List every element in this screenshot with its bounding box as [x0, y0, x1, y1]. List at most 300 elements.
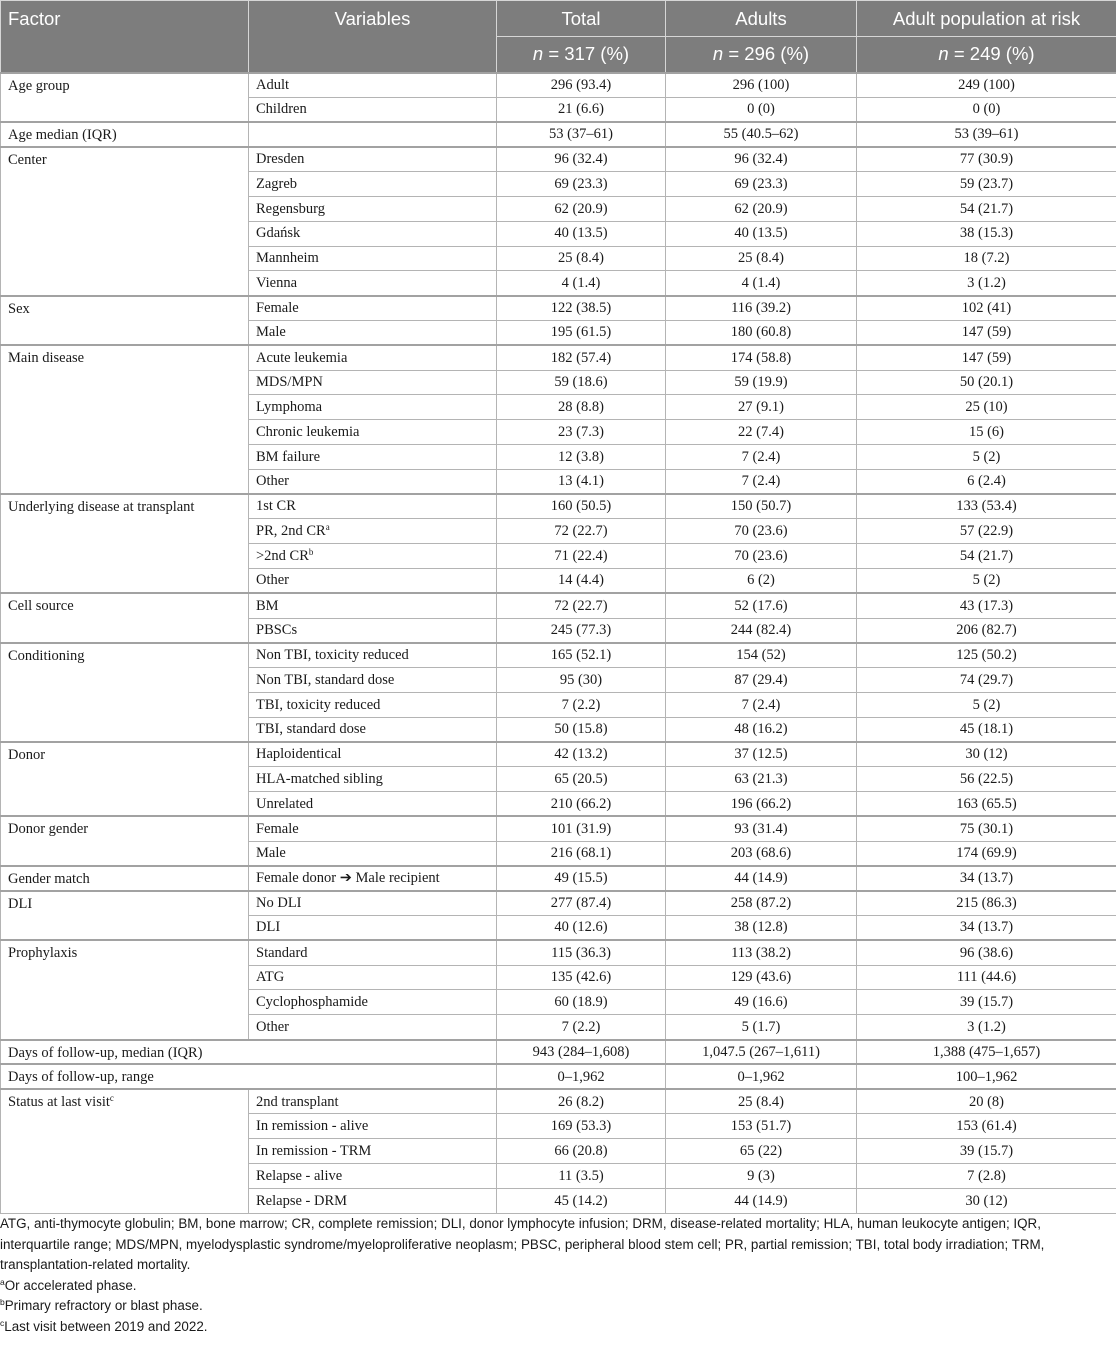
adults-cell: 5 (1.7) — [666, 1015, 857, 1040]
table-row — [1, 147, 1116, 172]
total-cell: 45 (14.2) — [497, 1188, 666, 1213]
adults-cell: 37 (12.5) — [666, 742, 857, 767]
adults-cell: 0 (0) — [666, 97, 857, 122]
adults-cell: 174 (58.8) — [666, 345, 857, 370]
variable-cell — [249, 345, 497, 370]
table-row — [1, 866, 1116, 891]
at-risk-cell: 249 (100) — [857, 73, 1116, 98]
factor-label: Age median (IQR) — [8, 127, 117, 144]
total-cell: 11 (3.5) — [497, 1164, 666, 1189]
at-risk-cell: 147 (59) — [857, 345, 1116, 370]
adults-cell: 7 (2.4) — [666, 444, 857, 469]
at-risk-cell: 53 (39–61) — [857, 122, 1116, 147]
adults-cell: 4 (1.4) — [666, 271, 857, 296]
total-cell: 943 (284–1,608) — [497, 1040, 666, 1065]
at-risk-cell: 5 (2) — [857, 568, 1116, 593]
adults-cell: 55 (40.5–62) — [666, 122, 857, 147]
total-cell: 135 (42.6) — [497, 965, 666, 990]
variable-cell — [249, 593, 497, 618]
total-cell: 296 (93.4) — [497, 73, 666, 98]
adults-cell: 113 (38.2) — [666, 940, 857, 965]
variable-label: In remission - alive — [256, 1118, 369, 1135]
variable-cell — [249, 519, 497, 544]
at-risk-cell: 25 (10) — [857, 395, 1116, 420]
total-cell: 40 (12.6) — [497, 916, 666, 941]
adults-cell: 6 (2) — [666, 568, 857, 593]
adults-cell: 9 (3) — [666, 1164, 857, 1189]
variable-cell — [249, 1164, 497, 1189]
total-cell: 12 (3.8) — [497, 444, 666, 469]
factor-label: Gender match — [8, 871, 90, 887]
header-n-risk — [857, 37, 1116, 73]
header-adults: Adults — [666, 1, 857, 37]
total-cell: 0–1,962 — [497, 1064, 666, 1089]
at-risk-cell: 5 (2) — [857, 444, 1116, 469]
adults-cell: 44 (14.9) — [666, 1188, 857, 1213]
header-n-total — [497, 37, 666, 73]
at-risk-cell: 3 (1.2) — [857, 271, 1116, 296]
total-cell: 65 (20.5) — [497, 767, 666, 792]
adults-cell: 25 (8.4) — [666, 246, 857, 271]
at-risk-cell: 0 (0) — [857, 97, 1116, 122]
variable-cell — [249, 568, 497, 593]
total-cell: 59 (18.6) — [497, 370, 666, 395]
variable-label: TBI, standard dose — [256, 721, 366, 738]
at-risk-cell: 147 (59) — [857, 320, 1116, 345]
total-cell: 182 (57.4) — [497, 345, 666, 370]
factor-cell — [1, 122, 249, 147]
total-cell: 115 (36.3) — [497, 940, 666, 965]
total-cell: 216 (68.1) — [497, 841, 666, 866]
variable-cell — [249, 692, 497, 717]
total-cell: 69 (23.3) — [497, 172, 666, 197]
adults-cell: 70 (23.6) — [666, 519, 857, 544]
variable-cell — [249, 643, 497, 668]
table-row — [1, 940, 1116, 965]
total-cell: 42 (13.2) — [497, 742, 666, 767]
factor-label: Underlying disease at transplant — [8, 499, 195, 516]
variable-cell — [249, 296, 497, 321]
adults-cell: 7 (2.4) — [666, 469, 857, 494]
total-cell: 13 (4.1) — [497, 469, 666, 494]
table-row — [1, 816, 1116, 841]
footnote-b — [0, 1296, 1100, 1317]
total-cell: 50 (15.8) — [497, 717, 666, 742]
factor-cell — [1, 147, 249, 296]
variable-cell — [249, 891, 497, 916]
adults-cell: 59 (19.9) — [666, 370, 857, 395]
variable-cell — [249, 395, 497, 420]
total-cell: 122 (38.5) — [497, 296, 666, 321]
total-cell: 62 (20.9) — [497, 196, 666, 221]
footnote-text: Or accelerated phase. — [4, 1277, 137, 1293]
at-risk-cell: 6 (2.4) — [857, 469, 1116, 494]
at-risk-cell: 43 (17.3) — [857, 593, 1116, 618]
at-risk-cell: 57 (22.9) — [857, 519, 1116, 544]
factor-cell — [1, 940, 249, 1039]
total-cell: 66 (20.8) — [497, 1139, 666, 1164]
variable-label: DLI — [256, 919, 281, 936]
variable-label: Chronic leukemia — [256, 423, 360, 440]
table-header — [1, 1, 1116, 73]
at-risk-cell: 102 (41) — [857, 296, 1116, 321]
variable-label: In remission - TRM — [256, 1142, 372, 1159]
variable-label: Other — [256, 473, 290, 490]
variable-label: No DLI — [256, 895, 302, 912]
variable-cell — [249, 618, 497, 643]
table-row — [1, 1064, 1116, 1089]
variable-cell — [249, 940, 497, 965]
variable-label: TBI, toxicity reduced — [256, 696, 381, 713]
total-cell: 23 (7.3) — [497, 420, 666, 445]
variable-label: Male — [256, 845, 286, 862]
adults-cell: 129 (43.6) — [666, 965, 857, 990]
variable-label: Acute leukemia — [256, 349, 348, 366]
at-risk-cell: 174 (69.9) — [857, 841, 1116, 866]
table-row — [1, 643, 1116, 668]
table-row — [1, 742, 1116, 767]
factor-label: Days of follow-up, range — [8, 1069, 154, 1086]
variable-label: Regensburg — [256, 200, 326, 217]
table-row — [1, 494, 1116, 519]
adults-cell: 62 (20.9) — [666, 196, 857, 221]
at-risk-cell: 59 (23.7) — [857, 172, 1116, 197]
adults-cell: 69 (23.3) — [666, 172, 857, 197]
at-risk-cell: 20 (8) — [857, 1089, 1116, 1114]
total-cell: 245 (77.3) — [497, 618, 666, 643]
factor-cell — [1, 494, 249, 593]
adults-cell: 49 (16.6) — [666, 990, 857, 1015]
variable-label: Relapse - alive — [256, 1167, 343, 1184]
footnote-mark: b — [308, 546, 314, 557]
footnote-text: Primary refractory or blast phase. — [4, 1298, 203, 1313]
adults-cell: 44 (14.9) — [666, 866, 857, 891]
at-risk-cell: 100–1,962 — [857, 1064, 1116, 1089]
adults-cell: 258 (87.2) — [666, 891, 857, 916]
adults-cell: 153 (51.7) — [666, 1114, 857, 1139]
variable-cell — [249, 1015, 497, 1040]
variable-label: 1st CR — [256, 498, 296, 515]
n-risk-value: = 249 (%) — [948, 43, 1035, 65]
variable-cell — [249, 147, 497, 172]
factor-label: Age group — [8, 77, 70, 94]
total-cell: 60 (18.9) — [497, 990, 666, 1015]
table-row — [1, 1089, 1116, 1114]
adults-cell: 22 (7.4) — [666, 420, 857, 445]
at-risk-cell: 54 (21.7) — [857, 196, 1116, 221]
adults-cell: 180 (60.8) — [666, 320, 857, 345]
adults-cell: 0–1,962 — [666, 1064, 857, 1089]
variable-label: Cyclophosphamide — [256, 994, 368, 1011]
variable-cell — [249, 742, 497, 767]
at-risk-cell: 39 (15.7) — [857, 990, 1116, 1015]
variable-cell — [249, 668, 497, 693]
footnote-a — [0, 1276, 1100, 1297]
adults-cell: 203 (68.6) — [666, 841, 857, 866]
variable-label: 2nd transplant — [256, 1093, 339, 1110]
variable-label: Standard — [256, 944, 308, 961]
total-cell: 160 (50.5) — [497, 494, 666, 519]
adults-cell: 96 (32.4) — [666, 147, 857, 172]
at-risk-cell: 215 (86.3) — [857, 891, 1116, 916]
at-risk-cell: 34 (13.7) — [857, 916, 1116, 941]
at-risk-cell: 18 (7.2) — [857, 246, 1116, 271]
variable-cell — [249, 221, 497, 246]
variable-cell — [249, 97, 497, 122]
n-total-value: = 317 (%) — [543, 43, 630, 65]
table-body — [1, 73, 1116, 1214]
variable-cell — [249, 916, 497, 941]
variable-label: Other — [256, 572, 290, 589]
variable-label: Unrelated — [256, 795, 314, 812]
variable-cell — [249, 1139, 497, 1164]
at-risk-cell: 5 (2) — [857, 692, 1116, 717]
header-adult-population-at-risk: Adult population at risk — [857, 1, 1116, 37]
at-risk-cell: 3 (1.2) — [857, 1015, 1116, 1040]
factor-cell — [1, 1040, 497, 1065]
variable-cell — [249, 866, 497, 891]
total-cell: 49 (15.5) — [497, 866, 666, 891]
total-cell: 169 (53.3) — [497, 1114, 666, 1139]
header-variables: Variables — [249, 1, 497, 73]
factor-label: Main disease — [8, 350, 85, 367]
variable-cell — [249, 271, 497, 296]
at-risk-cell: 15 (6) — [857, 420, 1116, 445]
factor-cell — [1, 73, 249, 123]
adults-cell: 38 (12.8) — [666, 916, 857, 941]
factor-label: Status at last visit — [8, 1094, 110, 1111]
footnote-mark: a — [325, 521, 330, 532]
adults-cell: 93 (31.4) — [666, 816, 857, 841]
total-cell: 71 (22.4) — [497, 544, 666, 569]
variable-label: BM failure — [256, 448, 321, 465]
variable-cell — [249, 444, 497, 469]
n-symbol: n — [712, 43, 724, 65]
variable-cell — [249, 122, 497, 147]
adults-cell: 65 (22) — [666, 1139, 857, 1164]
table-row — [1, 73, 1116, 98]
variable-cell — [249, 792, 497, 817]
adults-cell: 150 (50.7) — [666, 494, 857, 519]
variable-cell — [249, 172, 497, 197]
adults-cell: 40 (13.5) — [666, 221, 857, 246]
variable-label: Dresden — [256, 151, 305, 168]
total-cell: 4 (1.4) — [497, 271, 666, 296]
total-cell: 96 (32.4) — [497, 147, 666, 172]
variable-label: HLA-matched sibling — [256, 770, 383, 787]
variable-cell — [249, 494, 497, 519]
variable-label: Female — [256, 300, 299, 317]
variable-cell — [249, 767, 497, 792]
at-risk-cell: 96 (38.6) — [857, 940, 1116, 965]
factor-cell — [1, 296, 249, 346]
variable-label: Other — [256, 1018, 290, 1035]
variable-label: PR, 2nd CR — [256, 522, 326, 539]
total-cell: 21 (6.6) — [497, 97, 666, 122]
variable-cell — [249, 1114, 497, 1139]
at-risk-cell: 34 (13.7) — [857, 866, 1116, 891]
at-risk-cell: 7 (2.8) — [857, 1164, 1116, 1189]
total-cell: 28 (8.8) — [497, 395, 666, 420]
variable-cell — [249, 73, 497, 98]
header-n-adults — [666, 37, 857, 73]
factor-cell — [1, 1089, 249, 1213]
footnote-mark: b — [0, 1297, 5, 1307]
variable-label: Male — [256, 324, 286, 341]
total-cell: 14 (4.4) — [497, 568, 666, 593]
factor-label: Prophylaxis — [8, 945, 78, 962]
variable-label: Female — [256, 820, 299, 837]
factor-label: Days of follow-up, median (IQR) — [8, 1044, 203, 1061]
at-risk-cell: 1,388 (475–1,657) — [857, 1040, 1116, 1065]
variable-label: Haploidentical — [256, 746, 342, 763]
adults-cell: 25 (8.4) — [666, 1089, 857, 1114]
at-risk-cell: 153 (61.4) — [857, 1114, 1116, 1139]
footnote-mark: c — [0, 1317, 5, 1328]
table-row — [1, 593, 1116, 618]
factor-label: Donor gender — [8, 821, 89, 838]
footnote-mark: a — [0, 1276, 5, 1287]
total-cell: 40 (13.5) — [497, 221, 666, 246]
adults-cell: 154 (52) — [666, 643, 857, 668]
adults-cell: 196 (66.2) — [666, 792, 857, 817]
adults-cell: 7 (2.4) — [666, 692, 857, 717]
variable-label: Female donor ➔ Male recipient — [256, 870, 440, 887]
adults-cell: 87 (29.4) — [666, 668, 857, 693]
adults-cell: 63 (21.3) — [666, 767, 857, 792]
variable-cell — [249, 469, 497, 494]
variable-label: Mannheim — [256, 250, 319, 267]
at-risk-cell: 50 (20.1) — [857, 370, 1116, 395]
at-risk-cell: 56 (22.5) — [857, 767, 1116, 792]
total-cell: 95 (30) — [497, 668, 666, 693]
factor-label: Center — [8, 151, 47, 168]
variable-label: Gdańsk — [256, 225, 301, 242]
adults-cell: 27 (9.1) — [666, 395, 857, 420]
variable-label: Vienna — [256, 274, 298, 291]
abbreviations-note: ATG, anti-thymocyte globulin; BM, bone marrow; CR, complete remission; DLI, donor lymphocyte infusion; DRM, disease-related mortality; HLA, human leukocyte antigen; IQR, interquartile range; MDS/MPN, myelodysplastic syndrome/myeloproliferative neoplasm; PBSC, peripheral blood stem cell; PR, partial remission; TBI, total body irradiation; TRM, transplantation-related mortality. — [0, 1216, 1045, 1272]
factor-label: Donor — [8, 747, 46, 764]
variable-cell — [249, 990, 497, 1015]
variable-label: PBSCs — [256, 621, 298, 638]
variable-label: Relapse - DRM — [256, 1192, 348, 1209]
at-risk-cell: 38 (15.3) — [857, 221, 1116, 246]
factor-label: DLI — [8, 895, 33, 912]
adults-cell: 296 (100) — [666, 73, 857, 98]
variable-cell — [249, 816, 497, 841]
variable-cell — [249, 196, 497, 221]
at-risk-cell: 133 (53.4) — [857, 494, 1116, 519]
n-symbol: n — [938, 43, 949, 65]
variable-cell — [249, 717, 497, 742]
at-risk-cell: 30 (12) — [857, 742, 1116, 767]
table-row — [1, 296, 1116, 321]
variable-cell — [249, 246, 497, 271]
table-row — [1, 891, 1116, 916]
variable-label: Lymphoma — [256, 399, 323, 415]
table-footnotes — [0, 1214, 1100, 1337]
factor-label: Conditioning — [8, 647, 85, 664]
total-cell: 7 (2.2) — [497, 692, 666, 717]
total-cell: 72 (22.7) — [497, 593, 666, 618]
n-adults-value: = 296 (%) — [723, 43, 810, 65]
total-cell: 7 (2.2) — [497, 1015, 666, 1040]
at-risk-cell: 54 (21.7) — [857, 544, 1116, 569]
variable-label: ATG — [256, 969, 285, 986]
variable-label: Adult — [256, 76, 290, 93]
adults-cell: 70 (23.6) — [666, 544, 857, 569]
header-total: Total — [497, 1, 666, 37]
factor-cell — [1, 345, 249, 494]
variable-cell — [249, 420, 497, 445]
at-risk-cell: 206 (82.7) — [857, 618, 1116, 643]
factor-cell — [1, 742, 249, 816]
factor-cell — [1, 866, 249, 891]
footnote-text: Last visit between 2019 and 2022. — [4, 1318, 208, 1334]
n-symbol: n — [532, 43, 544, 65]
factor-label: Cell source — [8, 598, 74, 615]
at-risk-cell: 75 (30.1) — [857, 816, 1116, 841]
factor-cell — [1, 593, 249, 643]
variable-label: Non TBI, standard dose — [256, 671, 395, 688]
at-risk-cell: 45 (18.1) — [857, 717, 1116, 742]
adults-cell: 244 (82.4) — [666, 618, 857, 643]
variable-cell — [249, 1188, 497, 1213]
factor-cell — [1, 816, 249, 866]
at-risk-cell: 163 (65.5) — [857, 792, 1116, 817]
adults-cell: 1,047.5 (267–1,611) — [666, 1040, 857, 1065]
total-cell: 53 (37–61) — [497, 122, 666, 147]
variable-label: >2nd CR — [256, 547, 309, 564]
variable-cell — [249, 320, 497, 345]
variable-label: Non TBI, toxicity reduced — [256, 647, 409, 664]
total-cell: 25 (8.4) — [497, 246, 666, 271]
total-cell: 72 (22.7) — [497, 519, 666, 544]
table-row — [1, 122, 1116, 147]
total-cell: 165 (52.1) — [497, 643, 666, 668]
total-cell: 195 (61.5) — [497, 320, 666, 345]
adults-cell: 48 (16.2) — [666, 717, 857, 742]
at-risk-cell: 39 (15.7) — [857, 1139, 1116, 1164]
variable-cell — [249, 965, 497, 990]
variable-cell — [249, 370, 497, 395]
at-risk-cell: 30 (12) — [857, 1188, 1116, 1213]
variable-label: MDS/MPN — [256, 374, 323, 391]
at-risk-cell: 125 (50.2) — [857, 643, 1116, 668]
footnote-c — [0, 1317, 1100, 1338]
footnote-mark: c — [109, 1093, 114, 1104]
variable-cell — [249, 841, 497, 866]
at-risk-cell: 74 (29.7) — [857, 668, 1116, 693]
adults-cell: 52 (17.6) — [666, 593, 857, 618]
adults-cell: 116 (39.2) — [666, 296, 857, 321]
variable-cell — [249, 1089, 497, 1114]
variable-label: Children — [256, 101, 307, 118]
at-risk-cell: 111 (44.6) — [857, 965, 1116, 990]
factor-cell — [1, 1064, 497, 1089]
factor-cell — [1, 891, 249, 941]
table-row — [1, 1040, 1116, 1065]
factor-label: Sex — [8, 300, 30, 317]
variable-label: BM — [256, 597, 279, 614]
total-cell: 210 (66.2) — [497, 792, 666, 817]
total-cell: 26 (8.2) — [497, 1089, 666, 1114]
variable-cell — [249, 544, 497, 569]
at-risk-cell: 77 (30.9) — [857, 147, 1116, 172]
table-row — [1, 345, 1116, 370]
factor-cell — [1, 643, 249, 742]
variable-label: Zagreb — [256, 175, 298, 192]
